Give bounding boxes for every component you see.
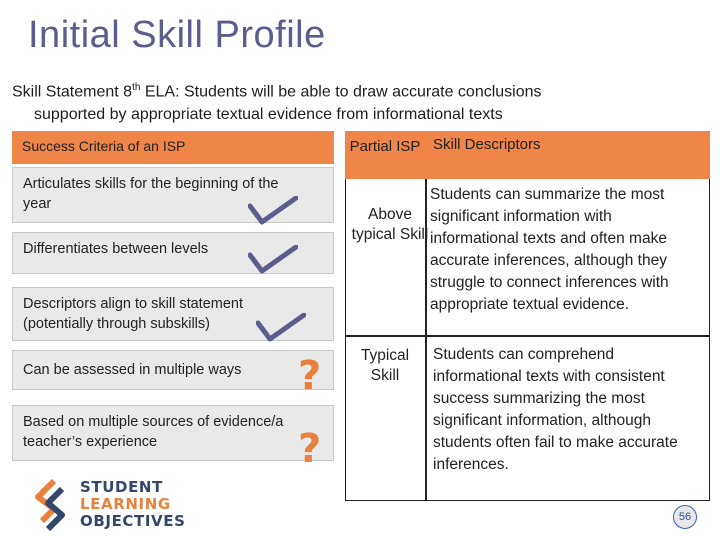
logo-line-learning: LEARNING	[80, 495, 171, 513]
descriptor-cell: Students can summarize the most significant information with informational texts and often make accurate inferences, although they struggle to connect inferences with appropriate textual evidence.	[430, 186, 669, 313]
column-header-partial-isp: Partial ISP	[349, 138, 421, 155]
criteria-text: Can be assessed in multiple ways	[23, 362, 242, 378]
statement-superscript: th	[132, 82, 141, 93]
table-row-divider	[345, 335, 710, 337]
column-header-skill-descriptors: Skill Descriptors	[433, 136, 541, 153]
level-cell: Above typical Skill	[351, 206, 429, 243]
success-criteria-header: Success Criteria of an ISP	[12, 131, 334, 164]
statement-line2: supported by appropriate textual evidence from informational texts	[34, 106, 503, 124]
check-icon	[248, 196, 298, 226]
criteria-text: Differentiates between levels	[23, 241, 209, 257]
criteria-text: Descriptors align to skill statement (potentially through subskills)	[23, 296, 243, 332]
statement-line1: ELA: Students will be able to draw accurate conclusions	[140, 83, 542, 101]
level-cell: Typical Skill	[360, 347, 410, 384]
logo-line-student: STUDENT	[80, 478, 163, 496]
page-title: Initial Skill Profile	[28, 14, 326, 56]
descriptor-cell: Students can comprehend informational texts with consistent success summarizing the most significant information, although students often fail to make accurate inferences.	[433, 346, 678, 473]
question-mark-icon: ?	[298, 426, 322, 472]
logo-mark-icon	[32, 479, 72, 531]
criteria-text: Articulates skills for the beginning of the year	[23, 176, 279, 212]
statement-prefix: Skill Statement 8	[12, 83, 133, 101]
page-number: 56	[673, 505, 697, 529]
student-learning-objectives-logo	[32, 477, 192, 533]
question-mark-icon: ?	[298, 353, 322, 399]
skill-statement	[12, 76, 702, 126]
check-icon	[256, 313, 306, 343]
check-icon	[248, 245, 298, 275]
criteria-item	[12, 350, 334, 390]
criteria-text: Based on multiple sources of evidence/a teacher’s experience	[23, 414, 284, 450]
logo-line-objectives: OBJECTIVES	[80, 512, 186, 530]
logo-wordmark	[80, 479, 186, 530]
criteria-item	[12, 405, 334, 461]
